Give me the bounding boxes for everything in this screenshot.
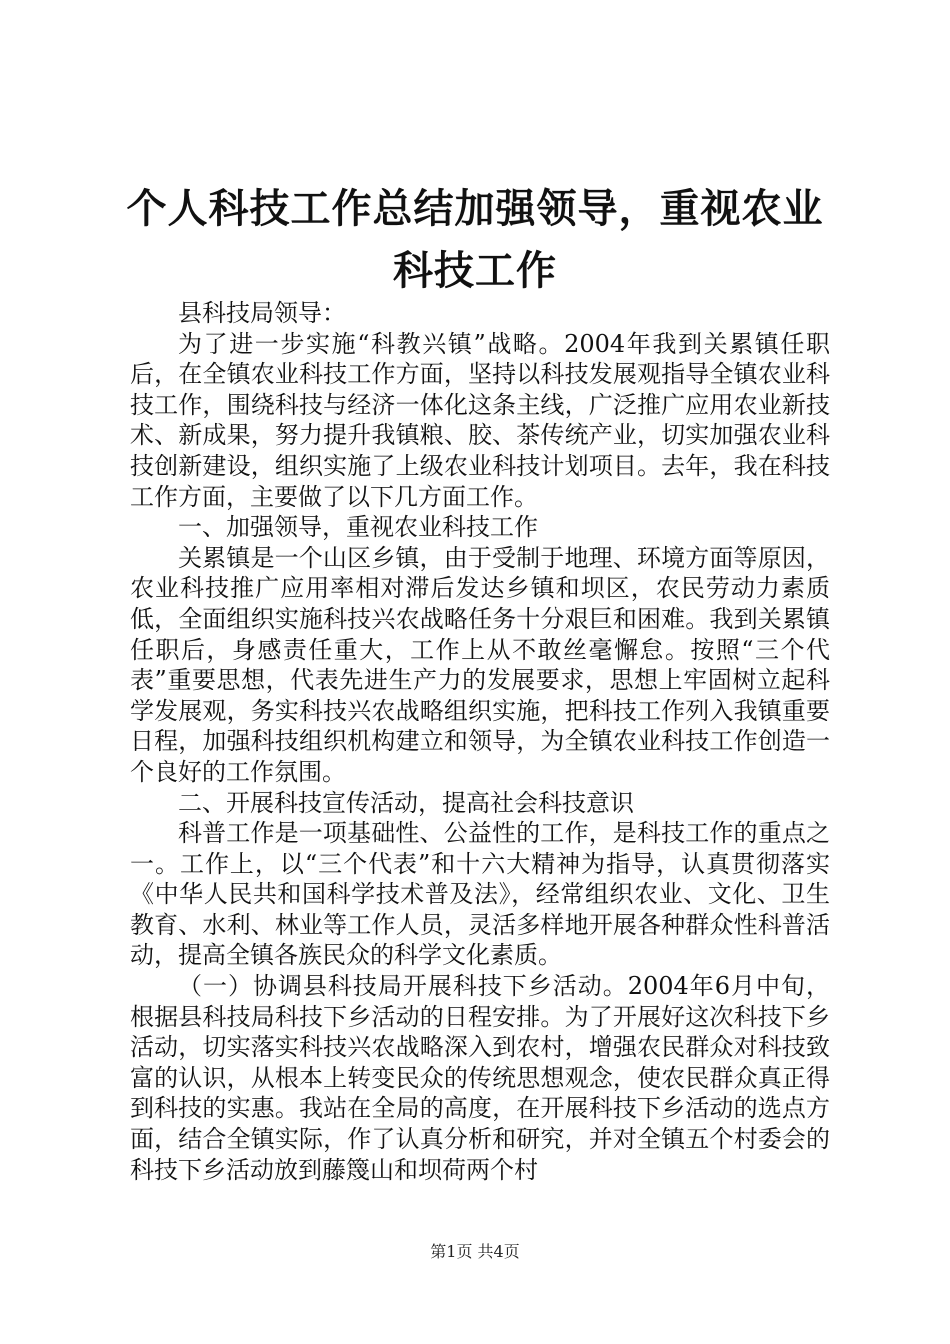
paragraph-subsection-1: （一）协调县科技局开展科技下乡活动。2004年6月中旬，根据县科技局科技下乡活动的日程安排。为了开展好这次科技下乡活动，切实落实科技兴农战略深入到农村，增强农民群众对科技致富的认识，从根本上转变民众的传统思想观念，使农民群众真正得到科技的实惠。我站在全局的高度，在开展科技下乡活动的选点方面，结合全镇实际，作了认真分析和研究，并对全镇五个村委会的科技下乡活动放到藤篾山和坝荷两个村 <box>130 972 830 1184</box>
section-heading-1: 一、加强领导，重视农业科技工作 <box>178 513 538 542</box>
document-body <box>130 298 830 1185</box>
document-title: 个人科技工作总结加强领导，重视农业科技工作 <box>126 185 824 294</box>
page-footer: 第1页 共4页 <box>430 1242 520 1261</box>
salutation: 县科技局领导： <box>178 299 346 327</box>
paragraph-intro: 为了进一步实施“科教兴镇”战略。2004年我到关累镇任职后，在全镇农业科技工作方面，坚持以科技发展观指导全镇农业科技工作，围绕科技与经济一体化这条主线，广泛推广应用农业新技术、新成果，努力提升我镇粮、胶、茶传统产业，切实加强农业科技创新建设，组织实施了上级农业科技计划项目。去年，我在科技工作方面，主要做了以下几方面工作。 <box>130 329 830 511</box>
paragraph-section-2: 科普工作是一项基础性、公益性的工作，是科技工作的重点之一。工作上，以“三个代表”和十六大精神为指导，认真贯彻落实《中华人民共和国科学技术普及法》，经常组织农业、文化、卫生教育、水利、林业等工作人员，灵活多样地开展各种群众性科普活动，提高全镇各族民众的科学文化素质。 <box>130 819 830 970</box>
paragraph-section-1: 关累镇是一个山区乡镇，由于受制于地理、环境方面等原因，农业科技推广应用率相对滞后发达乡镇和坝区，农民劳动力素质低，全面组织实施科技兴农战略任务十分艰巨和困难。我到关累镇任职后，身感责任重大，工作上从不敢丝毫懈怠。按照“三个代表”重要思想，代表先进生产力的发展要求，思想上牢固树立起科学发展观，务实科技兴农战略组织实施，把科技工作列入我镇重要日程，加强科技组织机构建立和领导，为全镇农业科技工作创造一个良好的工作氛围。 <box>130 543 830 786</box>
section-heading-2: 二、开展科技宣传活动，提高社会科技意识 <box>178 788 634 817</box>
